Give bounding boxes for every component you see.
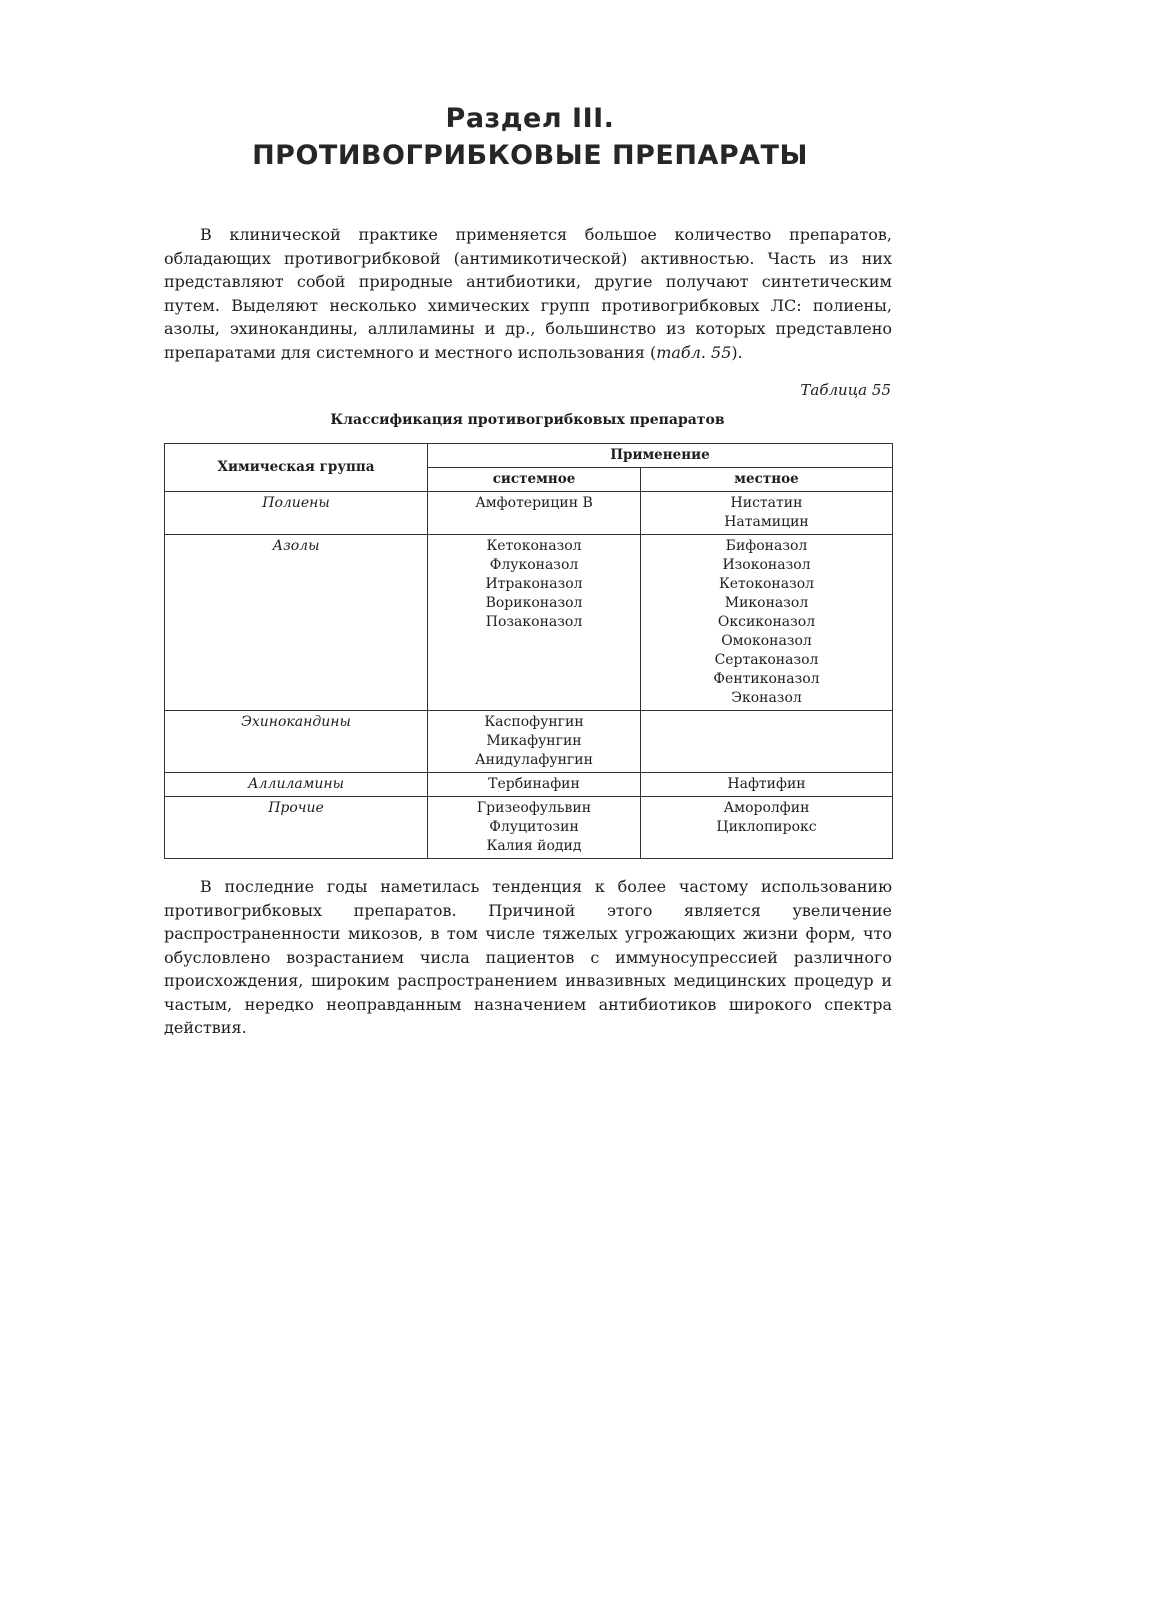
outro-paragraph: В последние годы наметилась тенденция к более частому использованию противогрибковых препаратов. Причиной этого является увеличение распространенности микозов, в том числе тяжелых угрожающих жизни форм, что обусловлено возрастанием числа пациентов с иммуносупрессией различного происхождения, широким распространением инвазивных медицинских процедур и частым, нередко неоправданным назначением антибиотиков широкого спектра действия.	[164, 877, 892, 1037]
local-drugs-cell	[641, 535, 893, 711]
local-drugs-cell	[641, 773, 893, 797]
local-drugs-cell	[641, 797, 893, 859]
drug-name: Гризеофульвин	[476, 800, 592, 816]
intro-text: В клинической практике применяется большое количество препаратов, обладающих противогрибковой (антимикотической) активностью. Часть из них представляют собой природные антибиотики, другие получают синтетическим путем. Выделяют несколько химических групп противогрибковых ЛС: полиены, азолы, эхинокандины, аллиламины и др., большинство из которых представлено препаратами для системного и местного использования (	[164, 225, 892, 362]
chemical-group-cell: Эхинокандины	[165, 711, 428, 773]
drug-name: Анидулафунгин	[475, 752, 593, 768]
drug-name: Калия йодид	[486, 838, 582, 854]
systemic-drugs-cell	[428, 711, 641, 773]
table-row	[165, 797, 893, 859]
drug-name: Кетоконазол	[718, 576, 815, 592]
drug-name: Амфотерицин В	[475, 495, 593, 511]
systemic-drugs-cell	[428, 535, 641, 711]
table-row	[165, 711, 893, 773]
table-title: Классификация противогрибковых препаратов	[330, 412, 725, 428]
header-application: Применение	[428, 444, 893, 468]
drug-name: Омоконазол	[721, 633, 812, 649]
systemic-drugs-cell	[428, 797, 641, 859]
table-reference: табл. 55	[656, 342, 732, 362]
chemical-group-cell: Азолы	[165, 535, 428, 711]
drug-name: Миконазол	[724, 595, 809, 611]
header-systemic: системное	[428, 468, 641, 492]
drug-name: Бифоназол	[725, 538, 808, 554]
section-number: Раздел III.	[445, 103, 615, 134]
table-label: Таблица 55	[800, 381, 891, 399]
drug-name: Оксиконазол	[717, 614, 816, 630]
drug-name: Каспофунгин	[484, 714, 584, 730]
drug-name: Нафтифин	[727, 776, 806, 792]
drug-name: Фентиконазол	[713, 671, 820, 687]
drug-name: Натамицин	[724, 514, 809, 530]
drug-name: Тербинафин	[488, 776, 580, 792]
chemical-group-cell: Аллиламины	[165, 773, 428, 797]
section-heading	[150, 100, 910, 174]
table-row	[165, 535, 893, 711]
local-drugs-cell	[641, 711, 893, 773]
drug-name: Микафунгин	[486, 733, 582, 749]
drug-name: Изоконазол	[722, 557, 811, 573]
drug-name: Вориконазол	[485, 595, 583, 611]
chemical-group-cell: Полиены	[165, 492, 428, 535]
classification-table	[164, 443, 893, 859]
table-body	[165, 492, 893, 859]
section-title: ПРОТИВОГРИБКОВЫЕ ПРЕПАРАТЫ	[252, 140, 808, 171]
drug-name: Аморолфин	[723, 800, 810, 816]
systemic-drugs-cell	[428, 773, 641, 797]
header-local: местное	[641, 468, 893, 492]
drug-name: Сертаконазол	[714, 652, 819, 668]
intro-text-end: ).	[731, 342, 743, 362]
intro-paragraph	[164, 223, 892, 364]
drug-name: Кетоконазол	[486, 538, 582, 554]
systemic-drugs-cell	[428, 492, 641, 535]
drug-name: Позаконазол	[485, 614, 583, 630]
drug-name: Эконазол	[731, 690, 802, 706]
chemical-group-cell: Прочие	[165, 797, 428, 859]
drug-name: Флуконазол	[489, 557, 579, 573]
table-row	[165, 773, 893, 797]
drug-name: Итраконазол	[485, 576, 583, 592]
drug-name: Циклопирокс	[716, 819, 817, 835]
header-group: Химическая группа	[165, 444, 428, 492]
local-drugs-cell	[641, 492, 893, 535]
drug-name: Флуцитозин	[489, 819, 579, 835]
table-row	[165, 492, 893, 535]
drug-name: Нистатин	[730, 495, 803, 511]
